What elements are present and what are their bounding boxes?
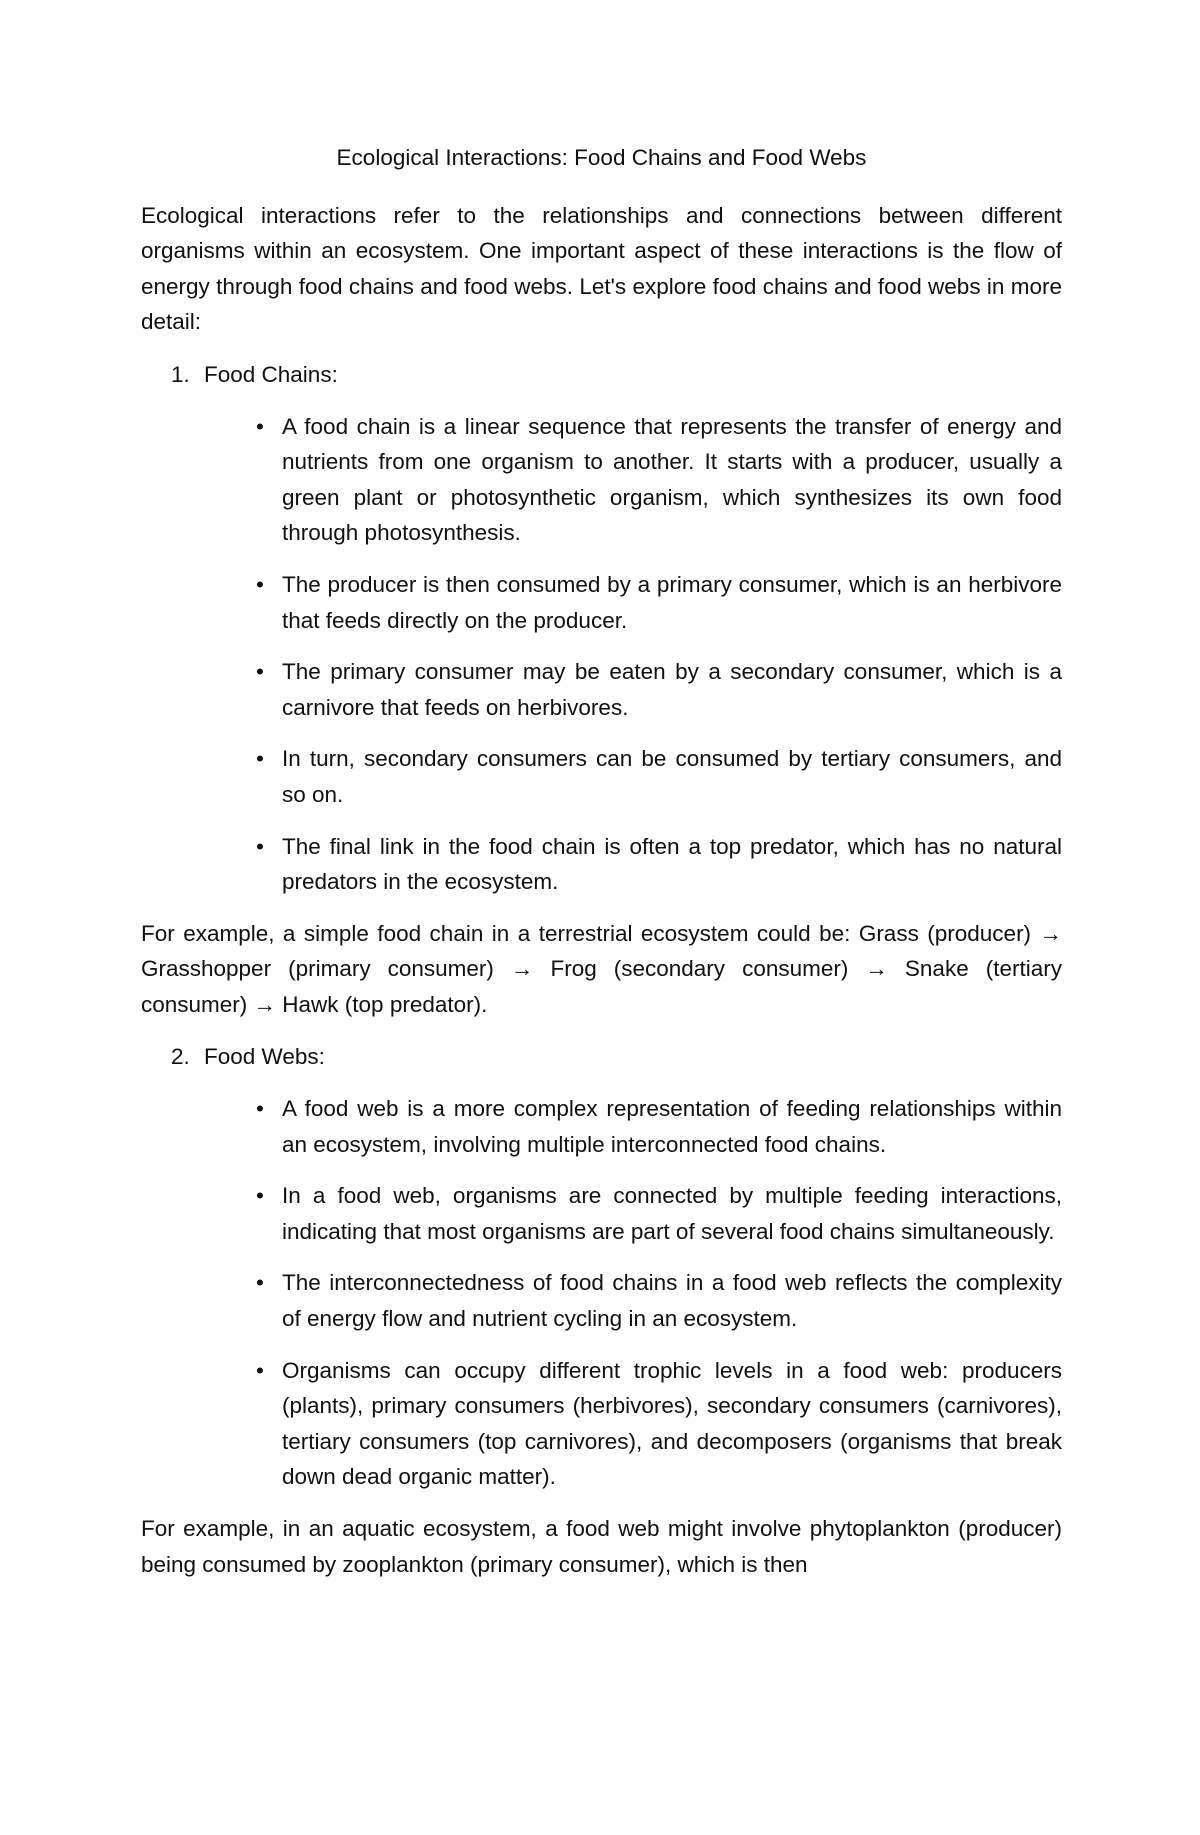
section-heading-food-chains (141, 357, 1062, 393)
list-item-text: The final link in the food chain is often a top predator, which has no natural predators in the ecosystem. (282, 833, 1062, 895)
document-title: Ecological Interactions: Food Chains and Food Webs (336, 145, 867, 170)
section-number: 1. (171, 361, 190, 387)
list-item-text: In a food web, organisms are connected by multiple feeding interactions, indicating that most organisms are part of several food chains simultaneously. (282, 1183, 1062, 1244)
list-item (141, 1178, 1062, 1249)
list-item (141, 409, 1062, 551)
list-item-text: A food web is a more complex representation of feeding relationships within an ecosystem, involving multiple interconnected food chains. (282, 1096, 1062, 1157)
intro-paragraph: Ecological interactions refer to the relationships and connections between different organisms within an ecosystem. One important aspect of these interactions is the flow of energy through food chains and food webs. Let's explore food chains and food webs in more detail: (141, 202, 1062, 335)
list-item (141, 741, 1062, 812)
list-item (141, 1265, 1062, 1336)
bullet-icon: • (256, 571, 264, 597)
food-web-example-paragraph: For example, in an aquatic ecosystem, a food web might involve phytoplankton (producer) being consumed by zooplankton (primary consumer), which is then (141, 1516, 1062, 1577)
list-item-text: The interconnectedness of food chains in a food web reflects the complexity of energy flow and nutrient cycling in an ecosystem. (282, 1270, 1062, 1332)
food-webs-bullet-list (141, 1091, 1062, 1495)
section-title: Food Chains: (204, 361, 338, 387)
list-item (141, 1353, 1062, 1495)
list-item-text: In turn, secondary consumers can be consumed by tertiary consumers, and so on. (282, 746, 1062, 807)
list-item-text: The primary consumer may be eaten by a secondary consumer, which is a carnivore that feeds on herbivores. (282, 659, 1062, 720)
bullet-icon: • (256, 659, 264, 685)
bullet-icon: • (256, 1183, 264, 1209)
food-chain-example-paragraph: For example, a simple food chain in a terrestrial ecosystem could be: Grass (producer) → Grasshopper (primary consumer) → Frog (secondary consumer) → Snake (tertiary consumer) → Hawk (top predator). (141, 920, 1062, 1017)
list-item-text: A food chain is a linear sequence that represents the transfer of energy and nutrients from one organism to another. It starts with a producer, usually a green plant or photosynthetic organism, which synthesizes its own food through photosynthesis. (282, 413, 1062, 546)
bullet-icon: • (256, 746, 264, 772)
bullet-icon: • (256, 833, 264, 859)
list-item (141, 829, 1062, 900)
food-chains-bullet-list (141, 409, 1062, 900)
bullet-icon: • (256, 1096, 264, 1122)
list-item (141, 567, 1062, 638)
bullet-icon: • (256, 413, 264, 439)
bullet-icon: • (256, 1357, 264, 1383)
section-number: 2. (171, 1044, 190, 1070)
section-title: Food Webs: (204, 1044, 325, 1070)
list-item-text: The producer is then consumed by a primary consumer, which is an herbivore that feeds directly on the producer. (282, 571, 1062, 633)
list-item (141, 1091, 1062, 1162)
document-body (141, 140, 1062, 1599)
list-item-text: Organisms can occupy different trophic levels in a food web: producers (plants), primary consumers (herbivores), secondary consumers (carnivores), tertiary consumers (top carnivores), and decomposers (organisms that break down dead organic matter). (282, 1357, 1062, 1490)
list-item (141, 654, 1062, 725)
section-heading-food-webs (141, 1039, 1062, 1075)
bullet-icon: • (256, 1270, 264, 1296)
